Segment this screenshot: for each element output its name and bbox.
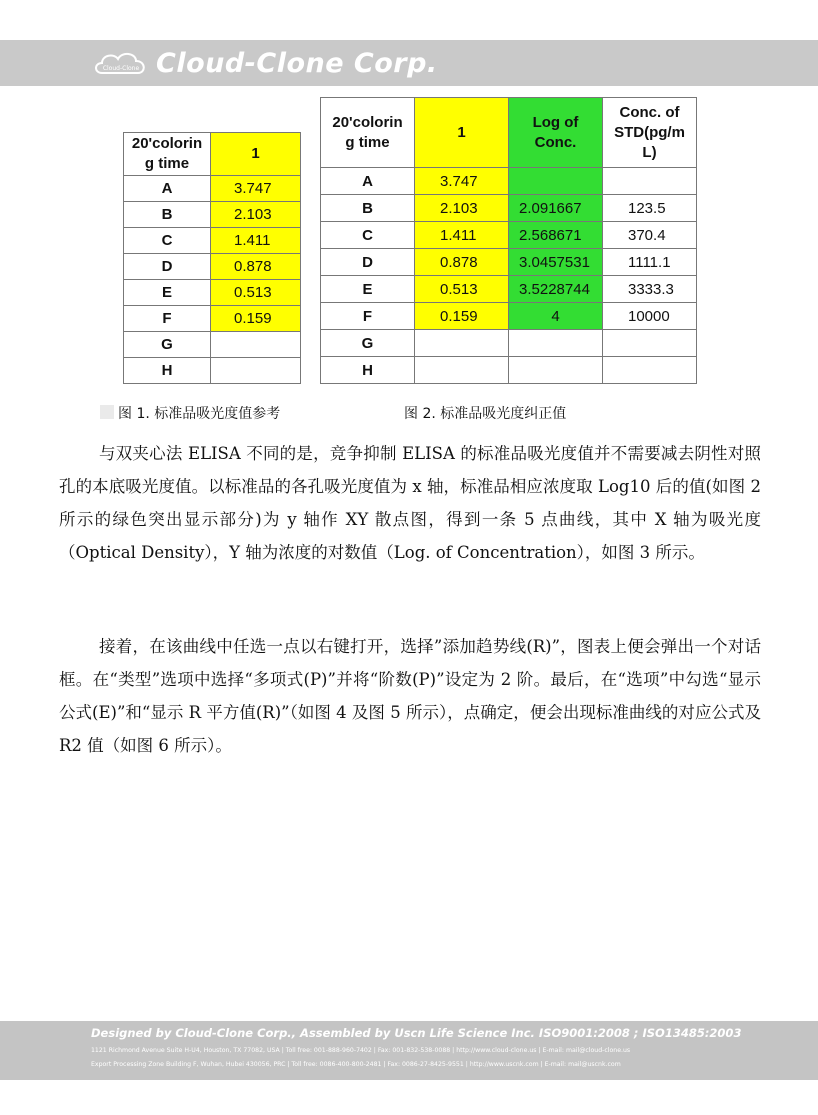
table2-row-label: D bbox=[321, 249, 415, 276]
table1-row-label: B bbox=[124, 202, 211, 228]
corrected-od-table bbox=[320, 97, 697, 384]
table2-std: 370.4 bbox=[603, 222, 697, 249]
table2-log: 3.0457531 bbox=[509, 249, 603, 276]
table2-row-label: G bbox=[321, 330, 415, 357]
table2-log: 4 bbox=[509, 303, 603, 330]
table2-header-label: 20'colorin g time bbox=[321, 98, 415, 168]
table2-std: 3333.3 bbox=[603, 276, 697, 303]
body-paragraph-1: 与双夹心法 ELISA 不同的是，竞争抑制 ELISA 的标准品吸光度值并不需要减去阴性对照孔的本底吸光度值。以标准品的各孔吸光度值为 x 轴，标准品相应浓度取 Log10 后的值(如图 2 所示的绿色突出显示部分)为 y 轴作 XY 散点图，得到一条 5 点曲线，其中 X 轴为吸光度（Optical Density），Y 轴为浓度的对数值（Log. of Concentration），如图 3 所示。 bbox=[59, 444, 761, 562]
table1-value bbox=[211, 358, 301, 384]
table1-value: 0.513 bbox=[211, 280, 301, 306]
table1-row-label: A bbox=[124, 176, 211, 202]
table1-header-label: 20'colorin g time bbox=[124, 133, 211, 176]
body-paragraph-2: 接着，在该曲线中任选一点以右键打开，选择”添加趋势线(R)”，图表上便会弹出一个对话框。在“类型”选项中选择“多项式(P)”并将“阶数(P)”设定为 2 阶。最后，在“选项”中勾选“显示公式(E)”和“显示 R 平方值(R)”（如图 4 及图 5 所示），点确定，便会出现标准曲线的对应公式及 R2 值（如图 6 所示）。 bbox=[59, 637, 761, 755]
table2-od: 3.747 bbox=[415, 168, 509, 195]
table1-row-label: F bbox=[124, 306, 211, 332]
footer-line-3: Export Processing Zone Building F, Wuhan, Hubei 430056, PRC | Toll free: 0086-400-800-2481 | Fax: 0086-27-8425-9551 | http://www.uscnk.com | E-mail: mail@uscnk.com bbox=[91, 1061, 621, 1068]
figure1-caption: 图 1. 标准品吸光度值参考 bbox=[118, 406, 281, 422]
standard-od-table bbox=[123, 132, 301, 384]
table2-std: 10000 bbox=[603, 303, 697, 330]
table1-value: 1.411 bbox=[211, 228, 301, 254]
table1-header-col: 1 bbox=[211, 133, 301, 176]
table1-value: 0.159 bbox=[211, 306, 301, 332]
footer-line-2: 1121 Richmond Avenue Suite H-U4, Houston, TX 77082, USA | Toll free: 001-888-960-7402 | Fax: 001-832-538-0088 | http://www.cloud-clone.us | E-mail: mail@cloud-clone.us bbox=[91, 1047, 631, 1054]
table1-row-label: G bbox=[124, 332, 211, 358]
table2-od: 0.159 bbox=[415, 303, 509, 330]
table2-std bbox=[603, 357, 697, 384]
table2-std: 1111.1 bbox=[603, 249, 697, 276]
table1-value bbox=[211, 332, 301, 358]
caption-marker bbox=[100, 405, 114, 419]
brand-name: Cloud-Clone Corp. bbox=[156, 47, 438, 79]
table2-std bbox=[603, 168, 697, 195]
table1-row-label: C bbox=[124, 228, 211, 254]
table2-od bbox=[415, 330, 509, 357]
table2-row-label: C bbox=[321, 222, 415, 249]
table2-log: 3.5228744 bbox=[509, 276, 603, 303]
table2-row-label: B bbox=[321, 195, 415, 222]
table2-od: 1.411 bbox=[415, 222, 509, 249]
table1-row-label: H bbox=[124, 358, 211, 384]
table2-header-log: Log of Conc. bbox=[509, 98, 603, 168]
logo-small-text: Cloud-Clone bbox=[102, 65, 140, 72]
table2-row-label: H bbox=[321, 357, 415, 384]
table1-value: 3.747 bbox=[211, 176, 301, 202]
table2-od: 0.878 bbox=[415, 249, 509, 276]
table1-row-label: D bbox=[124, 254, 211, 280]
cloud-icon bbox=[92, 47, 150, 79]
footer-line-1: Designed by Cloud-Clone Corp., Assembled by Uscn Life Science Inc. ISO9001:2008 ; ISO13485:2003 bbox=[91, 1026, 742, 1040]
table2-header-std: Conc. of STD(pg/m L) bbox=[603, 98, 697, 168]
table2-log bbox=[509, 168, 603, 195]
table2-std bbox=[603, 330, 697, 357]
brand-logo bbox=[92, 47, 438, 79]
table2-std: 123.5 bbox=[603, 195, 697, 222]
table2-od bbox=[415, 357, 509, 384]
table2-row-label: F bbox=[321, 303, 415, 330]
table1-value: 2.103 bbox=[211, 202, 301, 228]
table2-log: 2.091667 bbox=[509, 195, 603, 222]
table2-log: 2.568671 bbox=[509, 222, 603, 249]
figure2-caption: 图 2. 标准品吸光度纠正值 bbox=[404, 406, 567, 422]
table1-row-label: E bbox=[124, 280, 211, 306]
table2-header-col: 1 bbox=[415, 98, 509, 168]
table2-row-label: E bbox=[321, 276, 415, 303]
table1-value: 0.878 bbox=[211, 254, 301, 280]
table2-od: 0.513 bbox=[415, 276, 509, 303]
table2-log bbox=[509, 357, 603, 384]
table2-od: 2.103 bbox=[415, 195, 509, 222]
table2-log bbox=[509, 330, 603, 357]
table2-row-label: A bbox=[321, 168, 415, 195]
